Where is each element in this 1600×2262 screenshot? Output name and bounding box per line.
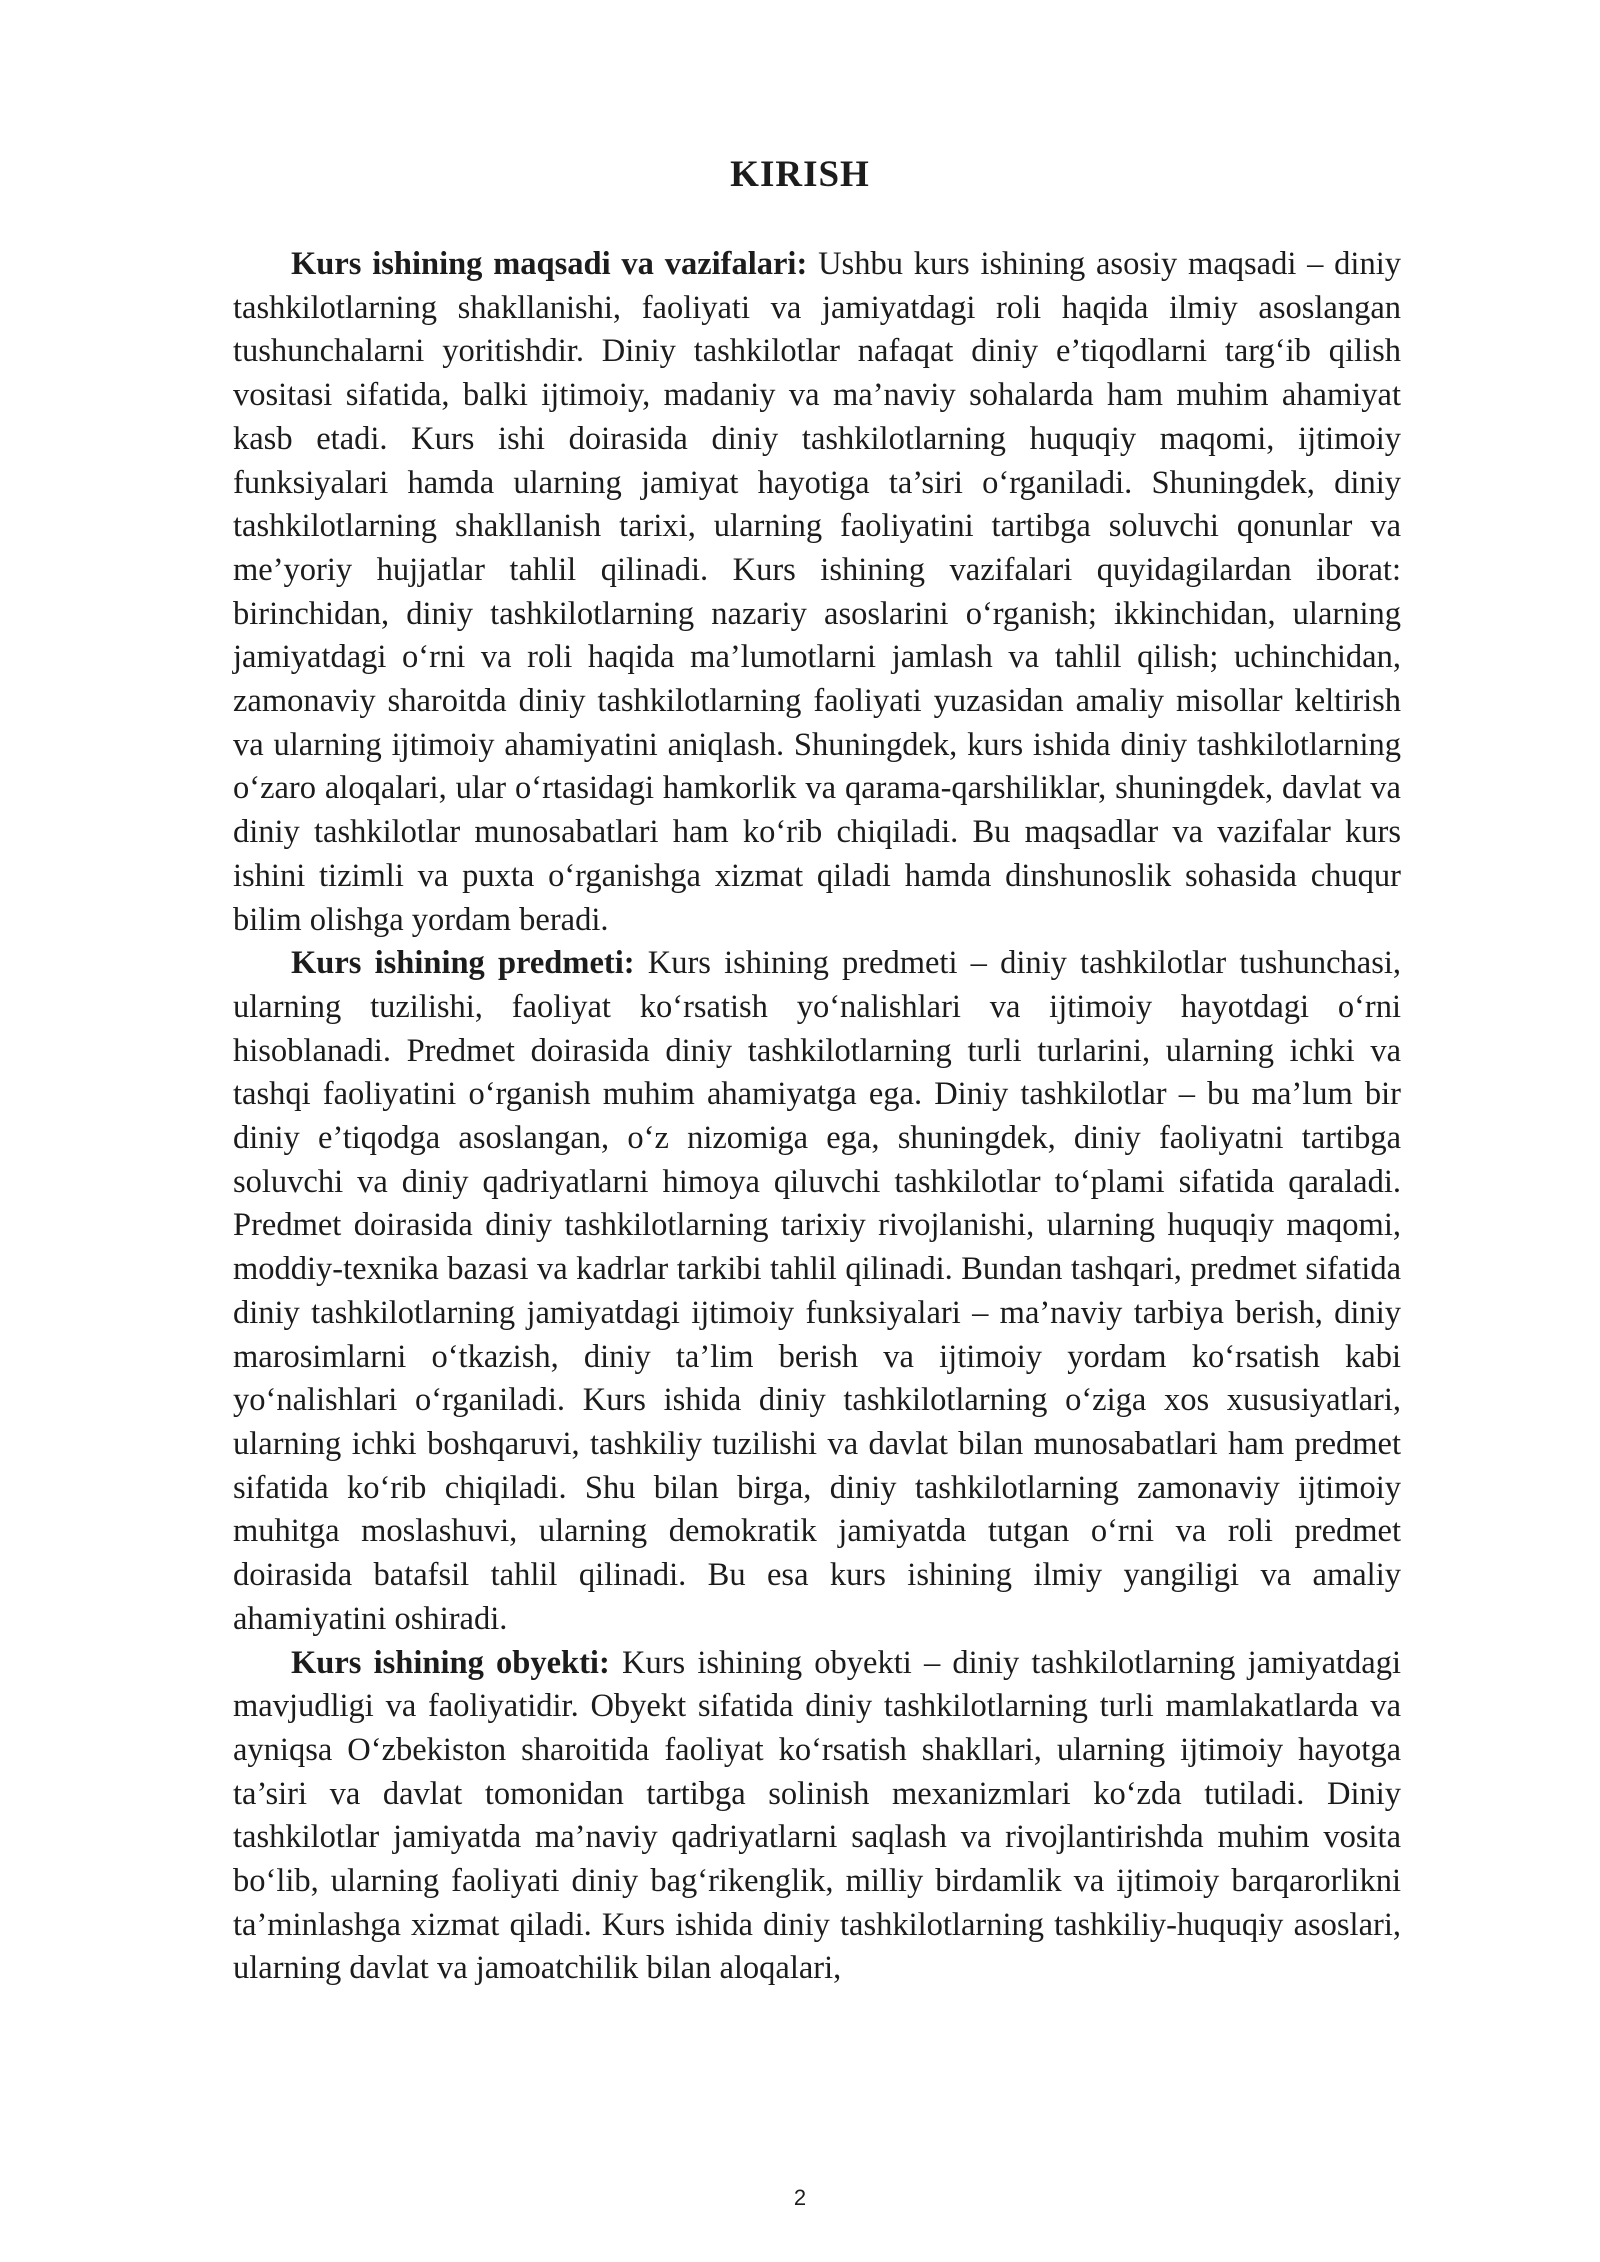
paragraph-lead: Kurs ishining maqsadi va vazifalari:	[291, 246, 808, 282]
paragraph-lead: Kurs ishining predmeti:	[291, 945, 635, 982]
paragraph-text: Kurs ishining predmeti – diniy tashkilotlar tushunchasi, ularning tuzilishi, faoliyat ko‘rsatish yo‘nalishlari va ijtimoiy hayotdagi o‘rni hisoblanadi. Predmet doirasida diniy tashkilotlarning turli turlarini, ularning ichki va tashqi faoliyatini o‘rganish muhim ahamiyatga ega. Diniy tashkilotlar – bu ma’lum bir diniy e’tiqodga asoslangan, o‘z nizomiga ega, shuningdek, diniy faoliyatni tartibga soluvchi va diniy qadriyatlarni himoya qiluvchi tashkilotlar to‘plami sifatida qaraladi. Predmet doirasida diniy tashkilotlarning tarixiy rivojlanishi, ularning huquqiy maqomi, moddiy-texnika bazasi va kadrlar tarkibi tahlil qilinadi. Bundan tashqari, predmet sifatida diniy tashkilotlarning jamiyatdagi ijtimoiy funksiyalari – ma’naviy tarbiya berish, diniy marosimlarni o‘tkazish, diniy ta’lim berish va ijtimoiy yordam ko‘rsatish kabi yo‘nalishlari o‘rganiladi. Kurs ishida diniy tashkilotlarning o‘ziga xos xususiyatlari, ularning ichki boshqaruvi, tashkiliy tuzilishi va davlat bilan munosabatlari ham predmet sifatida ko‘rib chiqiladi. Shu bilan birga, diniy tashkilotlarning zamonaviy ijtimoiy muhitga moslashuvi, ularning demokratik jamiyatda tutgan o‘rni va roli predmet doirasida batafsil tahlil qilinadi. Bu esa kurs ishining ilmiy yangiligi va amaliy ahamiyatini oshiradi.	[233, 945, 1402, 1637]
paragraph-predmeti	[233, 942, 1401, 1641]
paragraph-lead: Kurs ishining obyekti:	[291, 1644, 610, 1681]
paragraph-maqsadi	[233, 243, 1401, 942]
body-text	[233, 243, 1401, 1991]
paragraph-text: Kurs ishining obyekti – diniy tashkilotlarning jamiyatdagi mavjudligi va faoliyatidir. Obyekt sifatida diniy tashkilotlarning turli mamlakatlarda va ayniqsa O‘zbekiston sharoitida faoliyat ko‘rsatish shakllari, ularning ijtimoiy hayotga ta’siri va davlat tomonidan tartibga solinish mexanizmlari ko‘zda tutiladi. Diniy tashkilotlar jamiyatda ma’naviy qadriyatlarni saqlash va rivojlantirishda muhim vosita bo‘lib, ularning faoliyati diniy bag‘rikenglik, milliy birdamlik va ijtimoiy barqarorlikni ta’minlashga xizmat qiladi. Kurs ishida diniy tashkilotlarning tashkiliy-huquqiy asoslari, ularning davlat va jamoatchilik bilan aloqalari,	[233, 1644, 1401, 1987]
page-number: 2	[793, 2185, 807, 2210]
paragraph-obyekti	[233, 1642, 1401, 1992]
page-title: KIRISH	[730, 154, 870, 195]
paragraph-text: Ushbu kurs ishining asosiy maqsadi – diniy tashkilotlarning shakllanishi, faoliyati va jamiyatdagi roli haqida ilmiy asoslangan tushunchalarni yoritishdir. Diniy tashkilotlar nafaqat diniy e’tiqodlarni targ‘ib qilish vositasi sifatida, balki ijtimoiy, madaniy va ma’naviy sohalarda ham muhim ahamiyat kasb etadi. Kurs ishi doirasida diniy tashkilotlarning huquqiy maqomi, ijtimoiy funksiyalari hamda ularning jamiyat hayotiga ta’siri o‘rganiladi. Shuningdek, diniy tashkilotlarning shakllanish tarixi, ularning faoliyatini tartibga soluvchi qonunlar va me’yoriy hujjatlar tahlil qilinadi. Kurs ishining vazifalari quyidagilardan iborat: birinchidan, diniy tashkilotlarning nazariy asoslarini o‘rganish; ikkinchidan, ularning jamiyatdagi o‘rni va roli haqida ma’lumotlarni jamlash va tahlil qilish; uchinchidan, zamonaviy sharoitda diniy tashkilotlarning faoliyati yuzasidan amaliy misollar keltirish va ularning ijtimoiy ahamiyatini aniqlash. Shuningdek, kurs ishida diniy tashkilotlarning o‘zaro aloqalari, ular o‘rtasidagi hamkorlik va qarama-qarshiliklar, shuningdek, davlat va diniy tashkilotlar munosabatlari ham ko‘rib chiqiladi. Bu maqsadlar va vazifalar kurs ishini tizimli va puxta o‘rganishga xizmat qiladi hamda dinshunoslik sohasida chuqur bilim olishga yordam beradi.	[233, 246, 1401, 938]
